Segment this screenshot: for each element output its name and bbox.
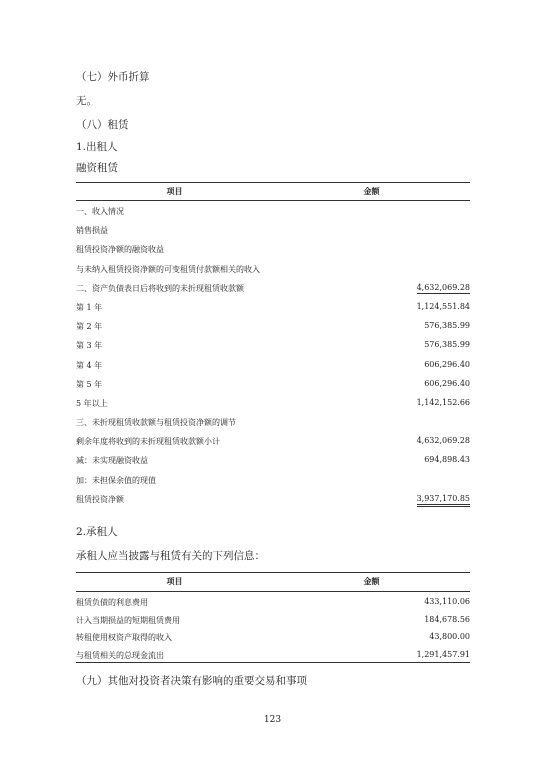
table-row xyxy=(76,220,470,239)
table-bottom-rule xyxy=(76,662,470,663)
row-value: 694,898.43 xyxy=(424,455,470,465)
table-row xyxy=(76,450,470,469)
table-row xyxy=(76,431,470,450)
row-label: 第 2 年 xyxy=(76,322,103,332)
row-value: 1,142,152.66 xyxy=(416,397,470,407)
row-value: 4,632,069.28 xyxy=(416,282,470,292)
row-label: 三、未折现租赁收款额与租赁投资净额的调节 xyxy=(76,418,236,428)
row-label: 第 1 年 xyxy=(76,302,103,312)
table-row xyxy=(76,470,470,489)
row-value: 184,678.56 xyxy=(424,614,470,624)
row-value: 606,296.40 xyxy=(424,378,470,388)
table-row xyxy=(76,316,470,335)
section-7-heading: （七）外币折算 xyxy=(76,71,150,83)
header-item: 项目 xyxy=(166,577,183,586)
row-label: 销售损益 xyxy=(76,226,108,236)
finance-lease-heading: 融资租赁 xyxy=(76,162,118,174)
row-value: 606,296.40 xyxy=(424,359,470,369)
row-label: 租赁投资净额 xyxy=(76,494,124,504)
table-row xyxy=(76,645,470,663)
row-label: 二、资产负债表日后将收到的未折现租赁收款额 xyxy=(76,283,244,293)
section-9-heading: （九）其他对投资者决策有影响的重要交易和事项 xyxy=(76,675,307,687)
table-row xyxy=(76,374,470,393)
table-row xyxy=(76,259,470,278)
row-label: 剩余年度将收到的未折现租赁收款额小计 xyxy=(76,437,220,447)
row-label: 计入当期损益的短期租赁费用 xyxy=(76,615,180,625)
row-label: 第 4 年 xyxy=(76,360,103,370)
row-label: 租赁投资净额的融资收益 xyxy=(76,245,164,255)
table-row xyxy=(76,201,470,220)
row-label: 一、收入情况 xyxy=(76,207,124,216)
row-label: 第 5 年 xyxy=(76,379,103,389)
lessee-heading: 2.承租人 xyxy=(76,526,118,538)
row-label: 第 3 年 xyxy=(76,341,103,351)
table-header xyxy=(76,572,470,592)
row-value: 433,110.06 xyxy=(424,597,470,606)
table-row xyxy=(76,610,470,628)
row-label: 转租使用权资产取得的收入 xyxy=(76,633,172,642)
table-row xyxy=(76,239,470,258)
row-label: 加：未担保余值的现值 xyxy=(76,475,156,485)
table-header xyxy=(76,182,470,201)
row-value: 3,937,170.85 xyxy=(417,494,470,507)
row-label: 5 年以上 xyxy=(76,398,108,408)
table-row xyxy=(76,278,470,297)
header-amount: 金额 xyxy=(363,577,380,586)
row-label: 与租赁相关的总现金流出 xyxy=(76,650,164,660)
row-value: 1,124,551.84 xyxy=(416,301,470,311)
section-7-body: 无。 xyxy=(76,95,97,107)
row-label: 与未纳入租赁投资净额的可变租赁付款额相关的收入 xyxy=(76,264,260,274)
finance-lease-table xyxy=(76,182,470,508)
table-row xyxy=(76,355,470,374)
row-value: 1,291,457.91 xyxy=(416,649,470,659)
row-value: 43,800.00 xyxy=(429,632,470,641)
header-item: 项目 xyxy=(166,187,183,196)
row-value: 4,632,069.28 xyxy=(416,436,470,446)
row-label: 减：未实现融资收益 xyxy=(76,456,148,466)
table-row xyxy=(76,335,470,354)
page-number: 123 xyxy=(263,715,282,725)
row-value: 576,385.99 xyxy=(424,321,470,331)
table-row xyxy=(76,489,470,508)
table-row xyxy=(76,297,470,316)
lessee-intro: 承租人应当披露与租赁有关的下列信息： xyxy=(76,550,265,562)
table-row xyxy=(76,412,470,431)
header-amount: 金额 xyxy=(363,187,380,196)
table-row xyxy=(76,592,470,610)
lessor-heading: 1.出租人 xyxy=(76,141,118,153)
row-label: 租赁负债的利息费用 xyxy=(76,598,148,607)
table-row xyxy=(76,627,470,645)
lessee-table xyxy=(76,572,470,662)
section-8-heading: （八）租赁 xyxy=(76,119,129,131)
row-value: 576,385.99 xyxy=(424,340,470,350)
table-row xyxy=(76,393,470,412)
